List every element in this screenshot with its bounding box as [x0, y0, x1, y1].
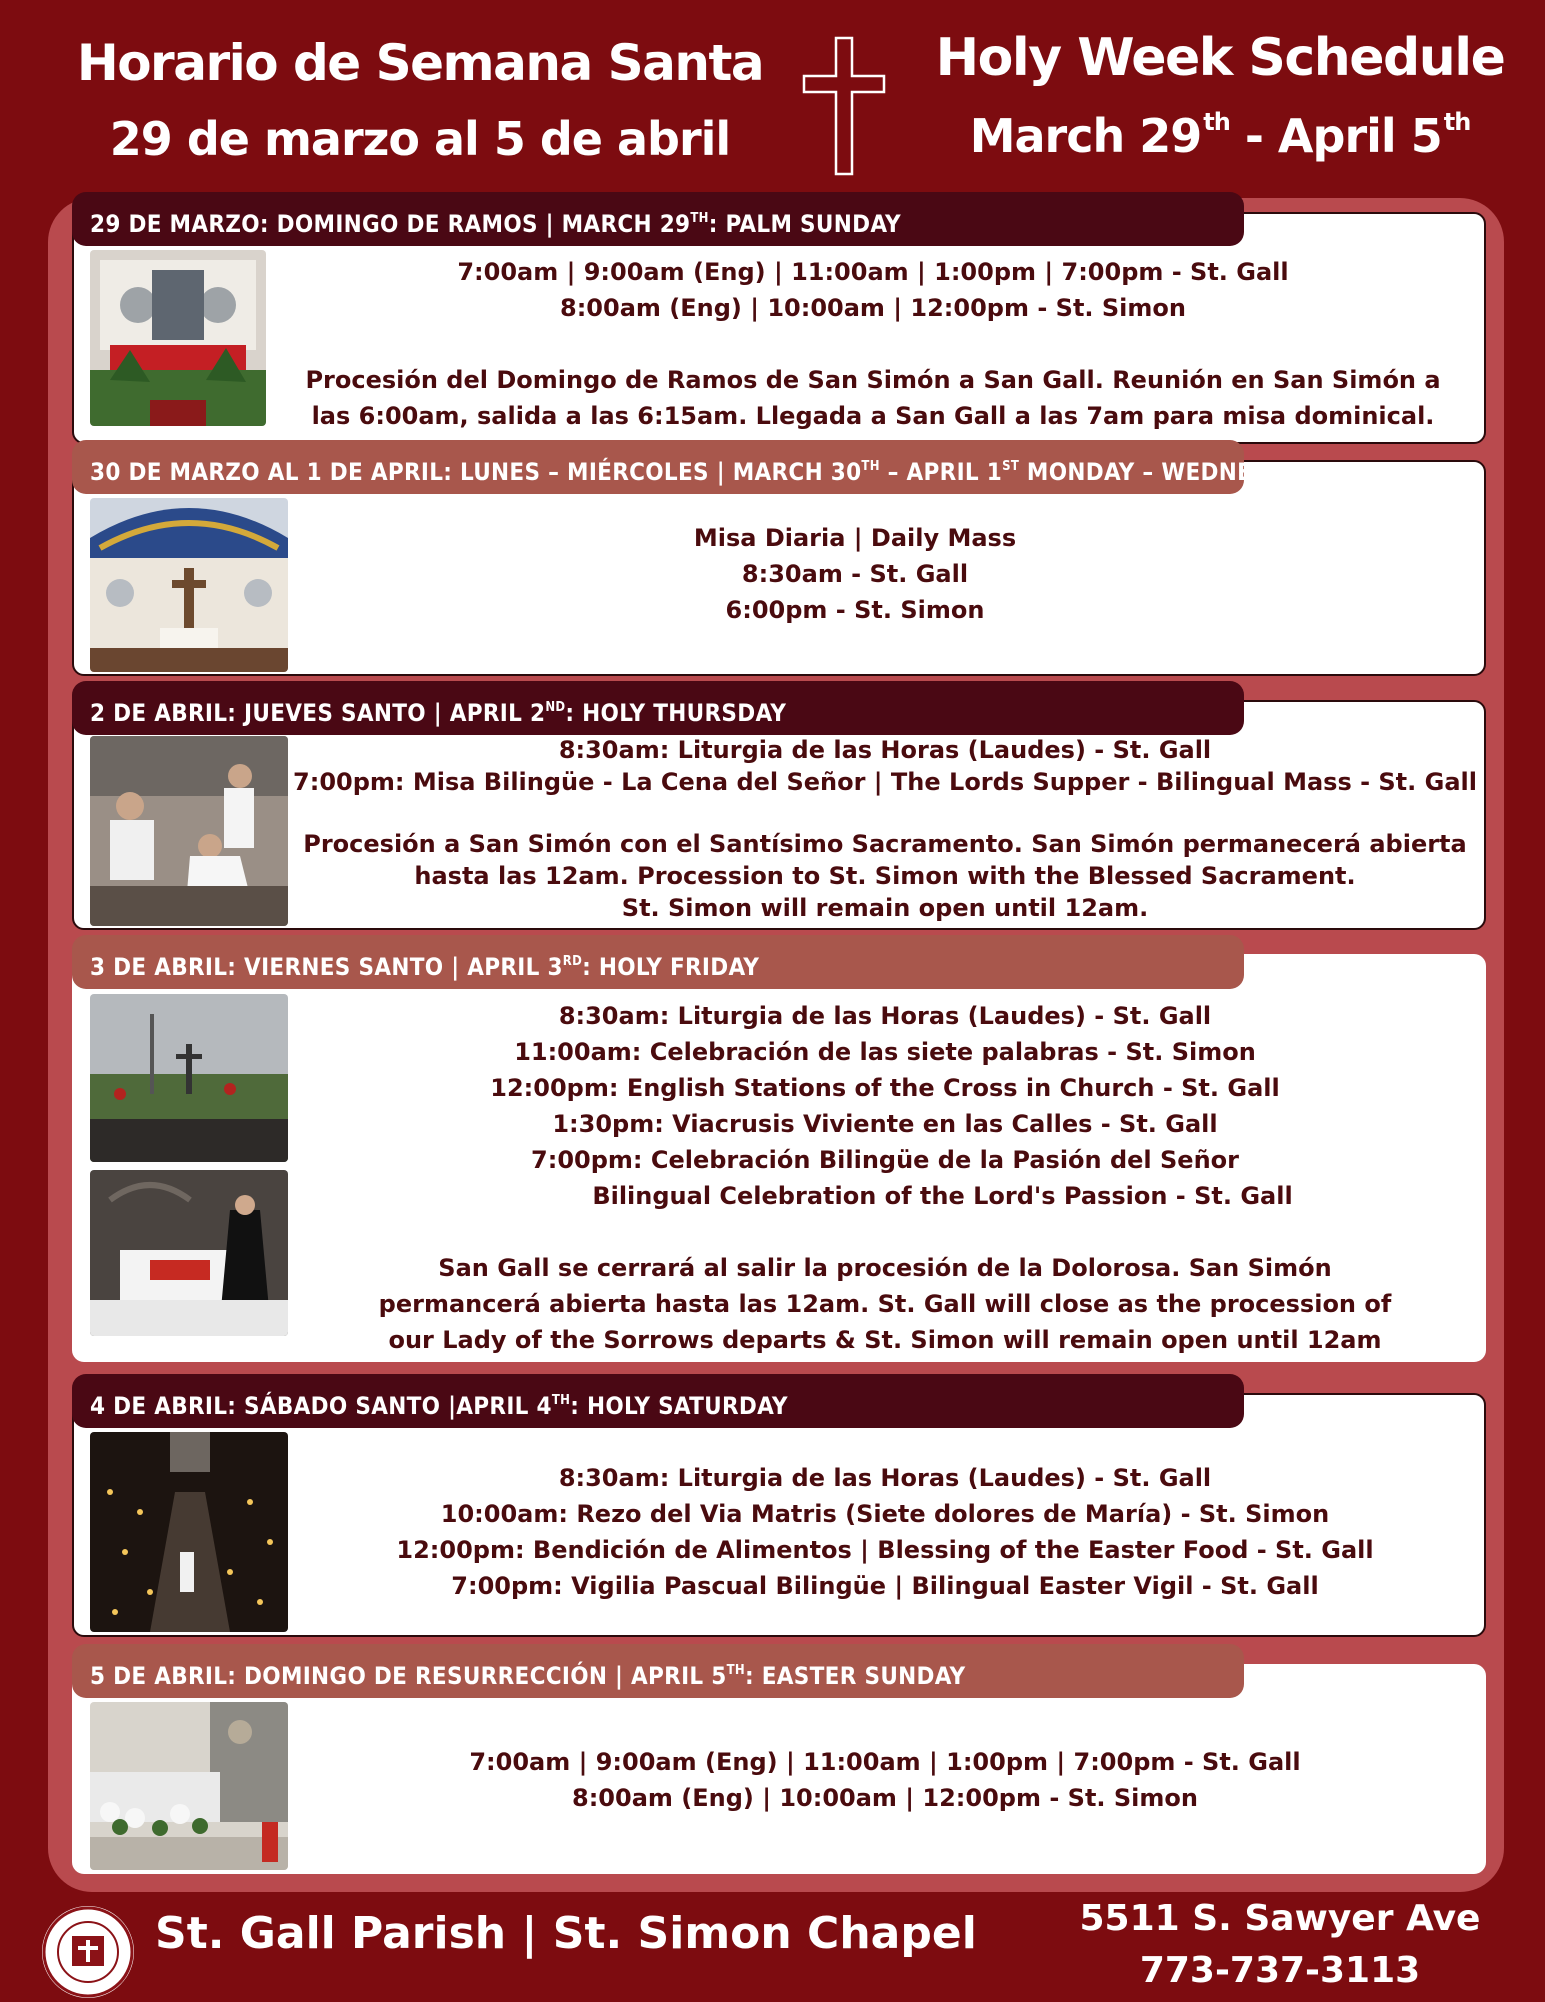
holy-friday-details: 8:30am: Liturgia de las Horas (Laudes) - St. Gall 11:00am: Celebración de las siete palabras - St. Simon 12:00pm: English Stations of the Cross in Church - St. Gall 1:30pm: Viacrusis Viviente en las Calles - St. Gall 7:00pm: Celebración Bilingüe de la Pasión del Señor Bilingual Celebration of the Lord's Passion - St. Gall San Gall se cerrará al salir la procesión de la Dolorosa. San Simón permancerá abierta hasta las 12am. St. Gall will close as the procession of our Lady of the Sorrows departs & St. Simon will remain open until 12am	[378, 1002, 1392, 1354]
parish-name: St. Gall Parish | St. Simon Chapel	[155, 1908, 977, 1959]
day-header-palm-sunday: 29 DE MARZO: DOMINGO DE RAMOS | MARCH 29TH: PALM SUNDAY	[72, 192, 1244, 246]
holy-thursday-details: 8:30am: Liturgia de las Horas (Laudes) - St. Gall 7:00pm: Misa Bilingüe - La Cena del Señor | The Lords Supper - Bilingual Mass - St. Gall Procesión a San Simón con el Santísimo Sacramento. San Simón permanecerá abierta hasta las 12am. Procession to St. Simon with the Blessed Sacrament. St. Simon will remain open until 12am.	[293, 736, 1477, 922]
spanish-dates: 29 de marzo al 5 de abril	[109, 112, 731, 166]
easter-sunday-details: 7:00am | 9:00am (Eng) | 11:00am | 1:00pm | 7:00pm - St. Gall 8:00am (Eng) | 10:00am | 12:00pm - St. Simon	[469, 1748, 1301, 1812]
parish-address: 5511 S. Sawyer Ave	[1079, 1898, 1481, 1939]
dolorosa-photo	[90, 1170, 288, 1336]
day-header-holy-friday: 3 DE ABRIL: VIERNES SANTO | APRIL 3RD: HOLY FRIDAY	[72, 935, 1244, 989]
church-interior-photo	[90, 498, 288, 672]
weekday-details: Misa Diaria | Daily Mass 8:30am - St. Gall 6:00pm - St. Simon	[693, 524, 1017, 624]
english-title: Holy Week Schedule	[935, 28, 1505, 88]
candle-vigil-photo	[90, 1432, 288, 1632]
holy-saturday-details: 8:30am: Liturgia de las Horas (Laudes) - St. Gall 10:00am: Rezo del Via Matris (Siete dolores de María) - St. Simon 12:00pm: Bendición de Alimentos | Blessing of the Easter Food - St. Gall 7:00pm: Vigilia Pascual Bilingüe | Bilingual Easter Vigil - St. Gall	[396, 1464, 1374, 1600]
english-dates: March 29th - April 5th	[969, 108, 1471, 163]
foot-washing-photo	[90, 736, 288, 926]
day-header-easter-sunday: 5 DE ABRIL: DOMINGO DE RESURRECCIÓN | APRIL 5TH: EASTER SUNDAY	[72, 1644, 1244, 1698]
day-header-holy-saturday: 4 DE ABRIL: SÁBADO SANTO |APRIL 4TH: HOLY SATURDAY	[72, 1374, 1244, 1428]
parish-phone: 773-737-3113	[1139, 1950, 1421, 1991]
spanish-title: Horario de Semana Santa	[76, 34, 764, 92]
altar-photo	[90, 250, 266, 426]
day-header-weekdays: 30 DE MARZO AL 1 DE APRIL: LUNES – MIÉRCOLES | MARCH 30TH – APRIL 1ST MONDAY – WEDNESDAY	[72, 440, 1244, 494]
palm-sunday-details: 7:00am | 9:00am (Eng) | 11:00am | 1:00pm | 7:00pm - St. Gall 8:00am (Eng) | 10:00am | 12:00pm - St. Simon Procesión del Domingo de Ramos de San Simón a San Gall. Reunión en San Simón a las 6:00am, salida a las 6:15am. Llegada a San Gall a las 7am para misa dominical.	[305, 258, 1441, 430]
day-header-holy-thursday: 2 DE ABRIL: JUEVES SANTO | APRIL 2ND: HOLY THURSDAY	[72, 681, 1244, 735]
cross-icon	[802, 36, 886, 176]
easter-altar-photo	[90, 1702, 288, 1870]
stations-photo	[90, 994, 288, 1162]
parish-seal-icon	[42, 1906, 134, 1998]
